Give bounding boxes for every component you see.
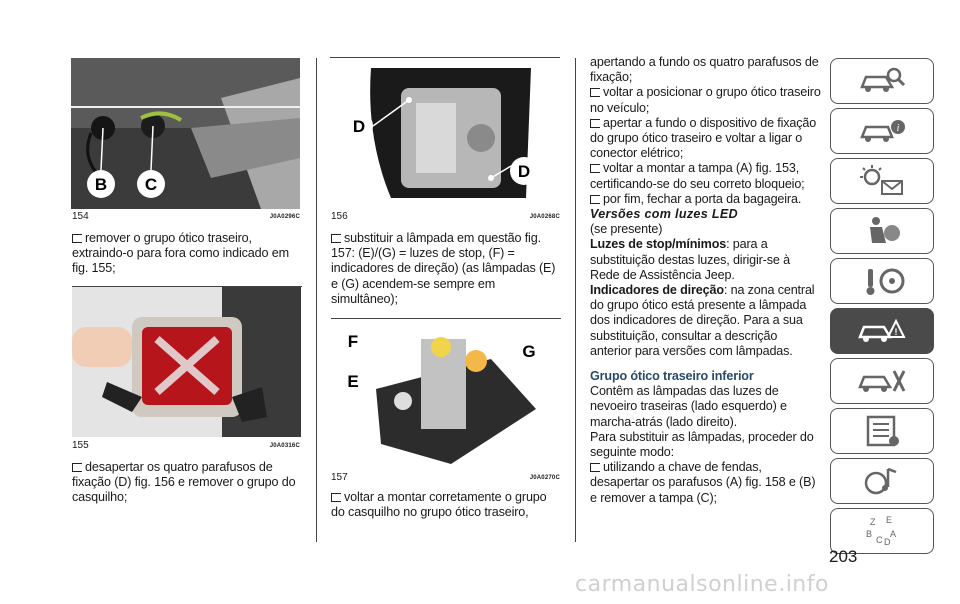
svg-text:i: i xyxy=(896,123,900,134)
figure-number: 157 xyxy=(331,472,348,483)
airbag-seat-icon xyxy=(856,213,908,249)
watermark: carmanualsonline.info xyxy=(575,572,829,597)
svg-text:C: C xyxy=(876,535,883,545)
paragraph-stop-lights: Luzes de stop/mínimos: para a substituição destas luzes, dirigir-se à Rede de Assistência Jeep. xyxy=(590,237,790,282)
label-b: B xyxy=(94,175,108,194)
figure-number: 155 xyxy=(72,440,89,451)
figure-154-caption xyxy=(72,211,300,222)
light-warning-icon xyxy=(856,163,908,199)
svg-text:!: ! xyxy=(894,327,898,337)
checkbox-bullet-icon xyxy=(590,119,600,128)
svg-text:D: D xyxy=(884,537,891,547)
tab-spec-list[interactable] xyxy=(830,408,934,454)
label-f: F xyxy=(347,332,359,351)
checkbox-bullet-icon xyxy=(331,234,341,243)
label-g: G xyxy=(522,342,536,361)
col2-paragraph-1: substituir a lâmpada em questão fig. 157: (E)/(G) = luzes de stop, (F) = indicadores de direção) (as lâmpadas (E) e (G) acendem-se sempre em simultâneo); xyxy=(331,231,556,306)
label-d: D xyxy=(517,162,531,181)
figure-code: J0A0268C xyxy=(529,214,560,220)
checkbox-bullet-icon xyxy=(331,493,341,502)
col3-intro: apertando a fundo os quatro parafusos de fixação; xyxy=(590,55,819,85)
checkbox-bullet-icon xyxy=(590,164,600,173)
tab-light-warning[interactable] xyxy=(830,158,934,204)
tab-steering-ignition[interactable] xyxy=(830,258,934,304)
figure-154-image xyxy=(71,58,300,209)
tab-car-hazard[interactable] xyxy=(830,308,934,354)
step-refit-cover: voltar a montar a tampa (A) fig. 153, certificando-se do seu correto bloqueio; xyxy=(590,161,805,191)
figure-157-image xyxy=(331,319,560,469)
figure-code: J0A0296C xyxy=(269,214,300,220)
label-e: E xyxy=(347,372,359,391)
tab-car-info[interactable] xyxy=(830,108,934,154)
col3-body xyxy=(590,55,822,506)
chapter-tabs xyxy=(830,58,934,558)
figure-156-caption xyxy=(331,211,560,222)
car-search-icon xyxy=(856,63,908,99)
page-number: 203 xyxy=(829,547,858,566)
checkbox-bullet-icon xyxy=(72,234,82,243)
heading-led-versions: Versões com luzes LED xyxy=(590,207,738,222)
heading-led-sub: (se presente) xyxy=(590,222,663,237)
tab-media-music[interactable] xyxy=(830,458,934,504)
label-d: D xyxy=(352,117,366,136)
car-hazard-icon xyxy=(856,313,908,349)
alphabet-index-icon xyxy=(856,513,908,549)
figure-155-caption xyxy=(72,440,300,451)
col1-paragraph-2: desapertar os quatro parafusos de fixação (D) fig. 156 e remover o grupo do casquilho; xyxy=(72,460,296,505)
checkbox-bullet-icon xyxy=(590,463,600,472)
step-reposition: voltar a posicionar o grupo ótico traseiro no veículo; xyxy=(590,85,821,115)
step-close-tailgate: por fim, fechar a porta da bagageira. xyxy=(603,191,802,206)
figure-155-image xyxy=(72,287,301,437)
car-info-icon xyxy=(856,113,908,149)
tab-airbag-seat[interactable] xyxy=(830,208,934,254)
checkbox-bullet-icon xyxy=(72,463,82,472)
svg-text:B: B xyxy=(866,529,873,539)
paragraph-procedure: Para substituir as lâmpadas, proceder do seguinte modo: xyxy=(590,429,814,460)
figure-156-image xyxy=(331,58,560,209)
figure-code: J0A0270C xyxy=(529,475,560,481)
figure-157-caption xyxy=(331,472,560,483)
heading-lower-rear-light: Grupo ótico traseiro inferior xyxy=(590,369,754,384)
figure-number: 154 xyxy=(72,211,89,222)
figure-number: 156 xyxy=(331,211,348,222)
checkbox-bullet-icon xyxy=(590,195,600,204)
figure-code: J0A0316C xyxy=(269,443,300,449)
tab-car-service[interactable] xyxy=(830,358,934,404)
steering-ignition-icon xyxy=(856,263,908,299)
spec-list-icon xyxy=(856,413,908,449)
label-c: C xyxy=(144,175,158,194)
svg-text:E: E xyxy=(886,515,893,525)
step-unscrew: utilizando a chave de fendas, desapertar os parafusos (A) fig. 158 e (B) e remover a tampa (C); xyxy=(590,460,816,505)
media-music-icon xyxy=(856,463,908,499)
column-divider-1 xyxy=(316,58,317,542)
tab-car-search[interactable] xyxy=(830,58,934,104)
column-divider-2 xyxy=(575,58,576,542)
col1-paragraph-1: remover o grupo ótico traseiro, extraindo-o para fora como indicado em fig. 155; xyxy=(72,231,289,276)
paragraph-indicators: Indicadores de direção: na zona central do grupo ótico está presente a lâmpada dos indicadores de direção. Para a sua substituição, consultar a descrição anterior para versões com lâmpadas. xyxy=(590,283,815,358)
car-service-icon xyxy=(856,363,908,399)
paragraph-contains: Contêm as lâmpadas das luzes de nevoeiro traseiras (lado esquerdo) e marcha-atrás (lado direito). xyxy=(590,384,787,429)
svg-text:Z: Z xyxy=(870,517,876,527)
step-tighten: apertar a fundo o dispositivo de fixação do grupo ótico traseiro e voltar a ligar o conector elétrico; xyxy=(590,115,817,161)
svg-text:A: A xyxy=(890,529,897,539)
checkbox-bullet-icon xyxy=(590,88,600,97)
col2-paragraph-2: voltar a montar corretamente o grupo do casquilho no grupo ótico traseiro, xyxy=(331,490,547,520)
